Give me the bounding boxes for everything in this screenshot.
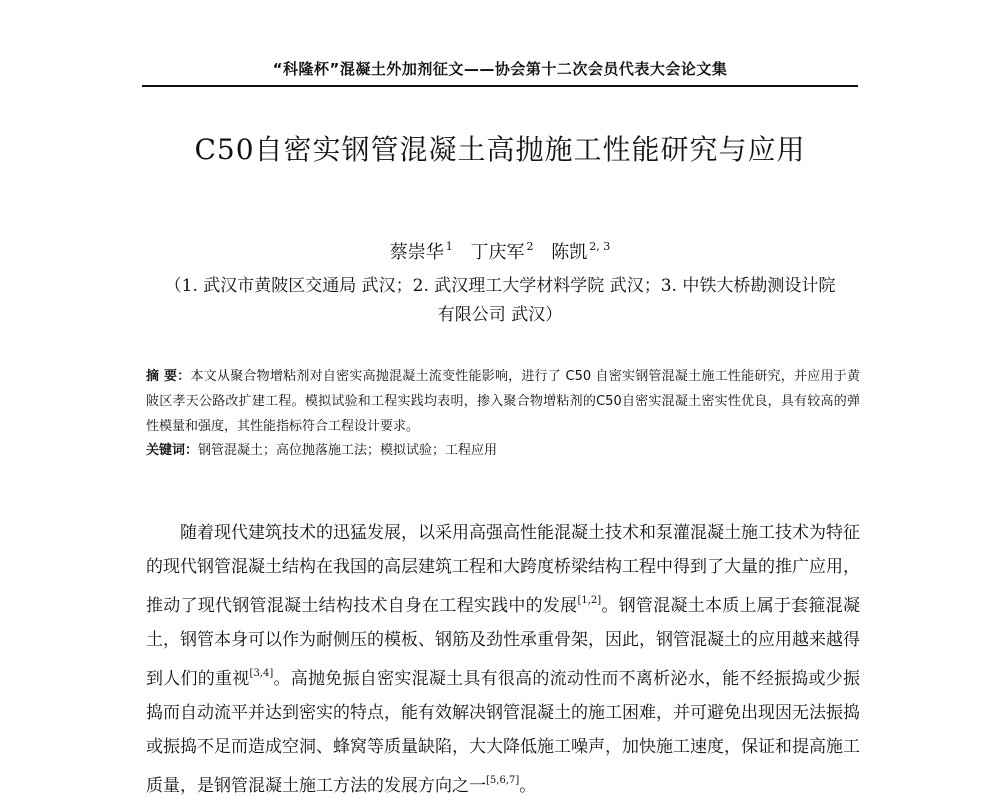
keywords [146, 440, 860, 462]
author-1 [390, 238, 453, 264]
author-3 [551, 238, 610, 264]
affiliation-line-1: （1. 武汉市黄陂区交通局 武汉；2. 武汉理工大学材料学院 武汉；3. 中铁大桥勘测设计院 [164, 276, 836, 296]
abstract-text: 本文从聚合物增粘剂对自密实高抛混凝土流变性能影响，进行了 C50 自密实钢管混凝土施工性能研究，并应用于黄陂区孝天公路改扩建工程。模拟试验和工程实践均表明，掺入聚合物增粘剂的C50自密实混凝土密实性优良，具有较高的弹性模量和强度，其性能指标符合工程设计要求。 [146, 369, 860, 434]
body-text-segment: 。 [519, 776, 537, 797]
author-2 [471, 238, 534, 264]
body-text-segment: 。高抛免振自密实混凝土具有很高的流动性而不离析泌水，能不经振捣或少振捣而自动流平并达到密实的特点，能有效解决钢管混凝土的施工困难，并可避免出现因无法振捣或振捣不足而造成空洞、蜂窝等质量缺陷，大大降低施工噪声，加快施工速度，保证和提高施工质量，是钢管混凝土施工方法的发展方向之一 [146, 669, 861, 797]
author-list [142, 238, 858, 264]
abstract-label: 摘 要： [146, 369, 191, 384]
paper-title: C50自密实钢管混凝土高抛施工性能研究与应用 [194, 133, 806, 166]
header-rule [142, 85, 858, 87]
author-affil-mark: 1 [445, 240, 453, 253]
citation: [1,2] [577, 595, 602, 607]
body-paragraph [146, 517, 860, 804]
abstract [146, 364, 860, 439]
author-name: 丁庆军 [470, 242, 525, 263]
citation: [3,4] [249, 668, 274, 680]
body-text-segment: 随着现代建筑技术的迅猛发展，以采用高强高性能混凝土技术和泵灌混凝土施工技术为特征的现代钢管混凝土结构在我国的高层建筑工程和大跨度桥梁结构工程中得到了大量的推广应用，推动了现代钢管混凝土结构技术自身在工程实践中的发展 [146, 523, 860, 617]
author-affil-mark: 2, 3 [589, 240, 611, 253]
affiliation-line-2: 有限公司 武汉） [437, 305, 563, 325]
citation: [5,6,7] [486, 775, 520, 787]
running-header: “科隆杯”混凝土外加剂征文——协会第十二次会员代表大会论文集 [272, 60, 728, 78]
author-name: 蔡崇华 [389, 242, 444, 263]
body-text-segment: 。钢管混凝土本质上属于套箍混凝土，钢管本身可以作为耐侧压的模板、钢筋及劲性承重骨架，因此，钢管混凝土的应用越来越得到人们的重视 [146, 596, 861, 690]
author-affil-mark: 2 [526, 240, 534, 253]
keywords-label: 关键词： [146, 443, 199, 458]
affiliations [142, 272, 858, 330]
keywords-text: 钢管混凝土；高位抛落施工法；模拟试验；工程应用 [198, 443, 498, 458]
author-name: 陈凯 [551, 242, 588, 263]
